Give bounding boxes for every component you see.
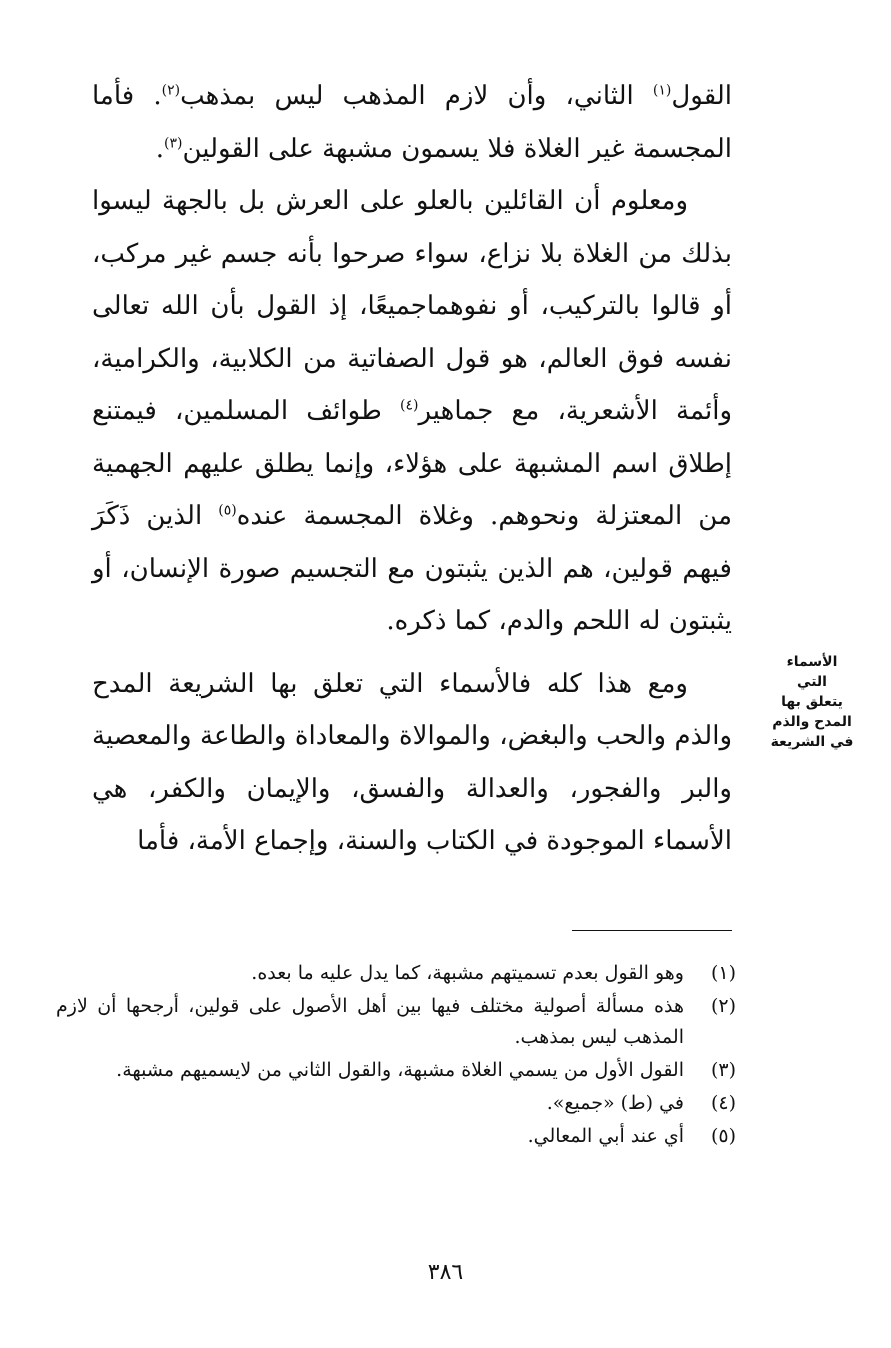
page-number: ٣٨٦	[427, 1260, 464, 1285]
paragraph-1	[92, 70, 732, 175]
footnote-separator	[572, 930, 732, 931]
margin-note	[770, 652, 854, 752]
footnote-item	[56, 1121, 736, 1152]
footnote-number: (٣)	[710, 1059, 736, 1081]
text-run: .	[155, 133, 165, 164]
footnote-number: (١)	[710, 962, 736, 984]
margin-note-line: في الشريعة	[770, 734, 854, 750]
text-run: القول	[671, 81, 733, 111]
margin-note-line: الأسماء التي	[786, 654, 838, 690]
footnote-number: (٥)	[710, 1125, 736, 1147]
text-run: . فأما المجسمة غير الغلاة فلا يسمون مشبهة على القولين	[92, 81, 732, 164]
margin-note-line: المدح والذم	[772, 714, 852, 730]
footnote-ref-3[interactable]: (٣)	[164, 134, 183, 151]
footnote-item	[56, 958, 736, 989]
paragraph-3: ومع هذا كله فالأسماء التي تعلق بها الشريعة المدح والذم والحب والبغض، والموالاة والمعاداة والطاعة والمعصية والبر والفجور، والعدالة والفسق، والإيمان والكفر، هي الأسماء الموجودة في الكتاب والسنة، وإجماع الأمة، فأما	[92, 668, 732, 856]
footnote-item	[56, 1088, 736, 1119]
text-run: الذين ذَكَرَ فيهم قولين، هم الذين يثبتون مع التجسيم صورة الإنسان، أو يثبتون له اللحم والدم، كما ذكره.	[92, 501, 732, 636]
footnote-ref-5[interactable]: (٥)	[218, 502, 237, 519]
footnote-ref-2[interactable]: (٢)	[161, 82, 181, 99]
margin-note-line: يتعلق بها	[781, 694, 843, 710]
main-text	[92, 70, 732, 868]
text-run: طوائف المسلمين، فيمتنع إطلاق اسم المشبهة على هؤلاء، وإنما يطلق عليهم الجهمية من المعتزلة ونحوهم. وغلاة المجسمة عنده	[92, 396, 732, 531]
footnote-item	[56, 991, 736, 1053]
footnote-ref-4[interactable]: (٤)	[399, 397, 419, 414]
paragraph-2	[92, 175, 732, 648]
footnote-ref-1[interactable]: (١)	[652, 82, 672, 99]
text-run: الثاني، وأن لازم المذهب ليس بمذهب	[180, 81, 653, 111]
footnote-text: في (ط) «جميع».	[546, 1092, 684, 1114]
footnote-text: القول الأول من يسمي الغلاة مشبهة، والقول الثاني من لايسميهم مشبهة.	[116, 1059, 684, 1081]
footnotes	[56, 958, 736, 1154]
footnote-item	[56, 1055, 736, 1086]
text-run: ومعلوم أن القائلين بالعلو على العرش بل بالجهة ليسوا بذلك من الغلاة بلا نزاع، سواء صرحوا بأنه جسم غير مركب، أو قالوا بالتركيب، أو نفوهماجميعًا، إذ القول بأن الله تعالى نفسه فوق العالم، هو قول الصفاتية من الكلابية، والكرامية، وأئمة الأشعرية، مع جماهير	[92, 186, 732, 426]
footnote-number: (٢)	[710, 995, 736, 1017]
footnote-number: (٤)	[710, 1092, 736, 1114]
footnote-text: أي عند أبي المعالي.	[527, 1125, 684, 1147]
footnote-text: هذه مسألة أصولية مختلف فيها بين أهل الأصول على قولين، أرجحها أن لازم المذهب ليس بمذهب.	[56, 995, 684, 1048]
footnote-text: وهو القول بعدم تسميتهم مشبهة، كما يدل عليه ما بعده.	[251, 962, 684, 984]
